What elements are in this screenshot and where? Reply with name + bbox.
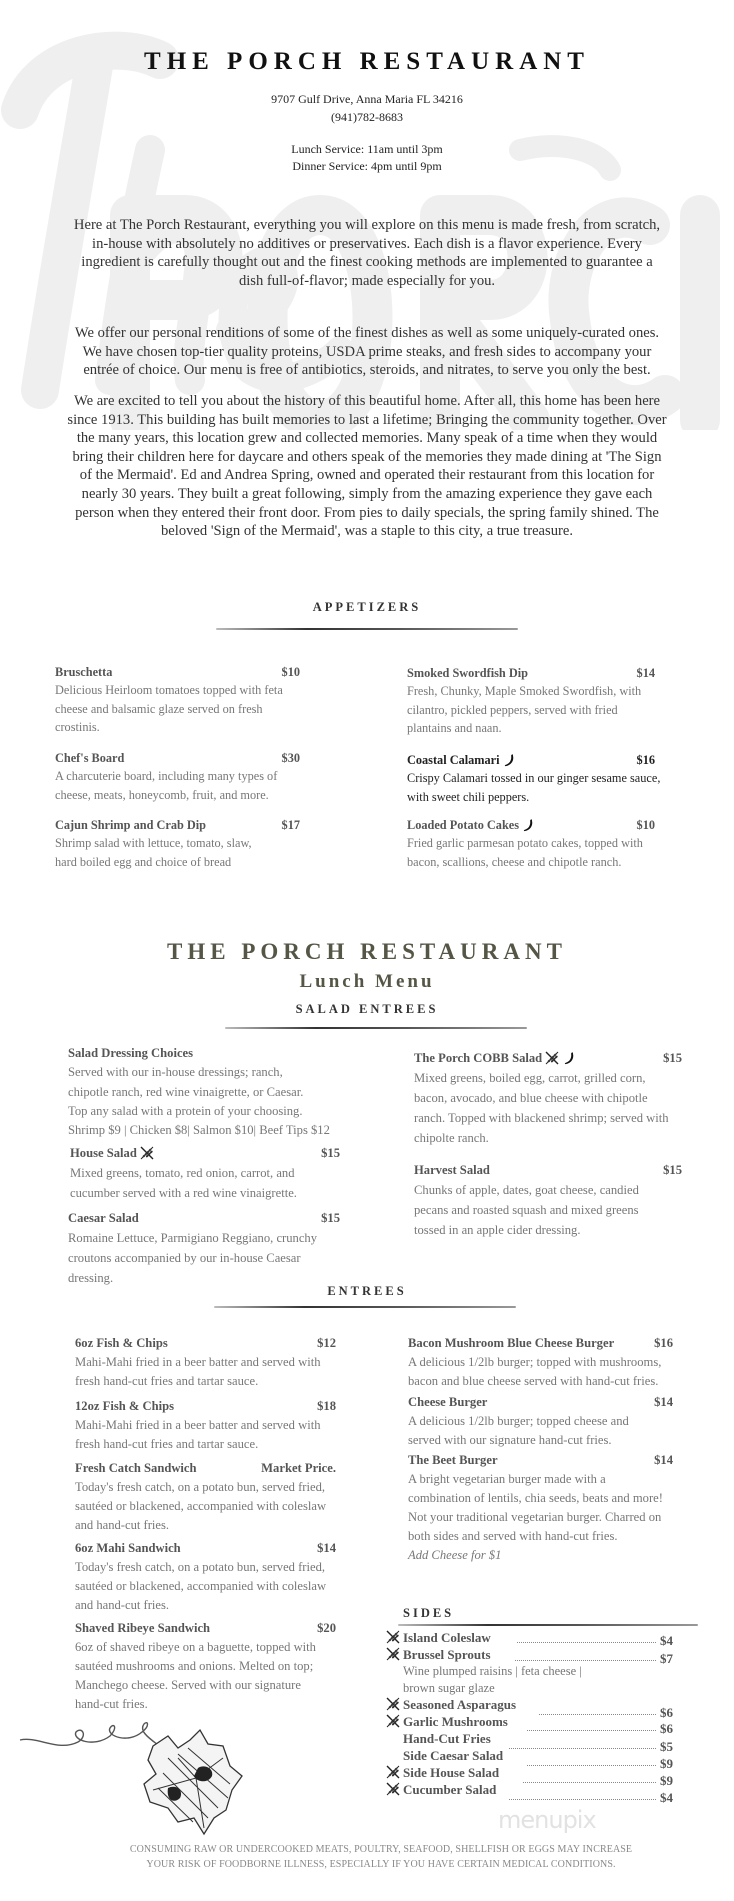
item-description: cheese and balsamic glaze served on fresh [55, 701, 263, 716]
item-price: $15 [663, 1051, 682, 1065]
item-description: hard boiled egg and choice of bread [55, 854, 232, 869]
menu-item [70, 1143, 340, 1203]
side-item-name: Cucumber Salad [403, 1781, 497, 1797]
salad-entrees-heading: SALAD ENTREES [295, 1002, 439, 1016]
chili-pepper-icon [521, 817, 537, 833]
item-price: $30 [281, 751, 300, 765]
item-name-wrap [68, 1208, 139, 1228]
gluten-free-icon [385, 1629, 401, 1645]
item-header [68, 1044, 340, 1063]
intro-line: person when they entered their front door. From pies to daily specials, the spring family shined. The [75, 504, 659, 521]
intro-line: entrée of choice. Our menu is free of antibiotics, steroids, and nitrates, to serve you only the best. [83, 362, 651, 379]
item-name: Salad Dressing Choices [68, 1046, 194, 1060]
intro-line: beloved 'Sign of the Mermaid', was a staple to this city, a true treasure. [160, 523, 573, 540]
item-price: $14 [636, 666, 655, 680]
item-header [407, 816, 655, 834]
item-header [75, 1619, 336, 1638]
dotted-leader [539, 1714, 656, 1715]
gluten-free-icon [544, 1050, 560, 1066]
chili-pepper-icon [502, 752, 518, 768]
restaurant-title: THE PORCH RESTAURANT [144, 48, 590, 75]
side-item-name: Side Caesar Salad [403, 1747, 504, 1763]
menu-item [414, 1160, 682, 1240]
item-name-wrap [75, 1539, 181, 1558]
item-name-wrap [408, 1393, 487, 1412]
item-header [68, 1208, 340, 1228]
item-name: The Beet Burger [408, 1453, 498, 1467]
side-item-price: $9 [660, 1755, 673, 1771]
side-item-name: Island Coleslaw [403, 1629, 491, 1645]
menu-item [75, 1459, 336, 1535]
item-price: $14 [654, 1453, 673, 1467]
intro-line: of the Mermaid'. Ed and Andrea Spring, owned and operated their restaurant from this location for [79, 467, 655, 484]
intro-line: in-house with absolutely no additives or preservatives. Each dish is a flavor experience. Every [92, 235, 642, 252]
item-description: Mixed greens, tomato, red onion, carrot, and [70, 1166, 295, 1180]
item-name-wrap [55, 663, 112, 681]
dinner-hours: Dinner Service: 4pm until 9pm [292, 159, 442, 173]
intro-line: nearly 30 years. They built a great following, simply from the amazing experience they gave each [81, 485, 653, 502]
item-header [408, 1451, 673, 1470]
item-name-wrap [55, 816, 206, 834]
intro-line: dish full-of-flavor; made especially for you. [238, 272, 496, 289]
item-header [408, 1334, 673, 1353]
item-note: Add Cheese for $1 [408, 1548, 502, 1562]
menu-item [408, 1393, 673, 1450]
dotted-leader [527, 1765, 656, 1766]
item-description: tossed in an apple cider dressing. [414, 1223, 581, 1237]
item-description: Delicious Heirloom tomatoes topped with feta [55, 683, 283, 698]
phone: (941)782-8683 [331, 110, 403, 124]
dotted-leader [515, 1660, 656, 1661]
item-name-wrap [75, 1619, 210, 1638]
lunch-hours: Lunch Service: 11am until 3pm [291, 142, 443, 156]
item-price: $17 [281, 818, 300, 832]
item-header [408, 1393, 673, 1412]
item-price: $14 [317, 1541, 336, 1555]
item-name-wrap [407, 664, 528, 682]
menupix-watermark: menupix [498, 1806, 596, 1834]
item-price: $15 [321, 1211, 340, 1225]
item-description: bacon, avocado, and blue cheese with chipotle [414, 1091, 648, 1105]
dotted-leader [527, 1730, 656, 1731]
menu-item [55, 749, 300, 804]
item-price: $15 [321, 1146, 340, 1160]
item-description: cucumber served with a red wine vinaigrette. [70, 1186, 297, 1200]
item-description: 6oz of shaved ribeye on a baguette, topped with [75, 1640, 316, 1654]
item-description: Served with our in-house dressings; ranch, [68, 1065, 283, 1080]
item-description: fresh hand-cut fries and tartar sauce. [75, 1374, 259, 1388]
gluten-free-icon [385, 1781, 401, 1797]
menu-item [408, 1451, 673, 1565]
item-name-wrap [407, 816, 537, 834]
item-name: Bacon Mushroom Blue Cheese Burger [408, 1336, 615, 1350]
item-name: 6oz Mahi Sandwich [75, 1541, 181, 1555]
menu-item [75, 1619, 336, 1714]
intro-line: the many years, this location grew and collected memories. Many speak of a time when they would [76, 430, 658, 447]
item-price: Market Price. [261, 1461, 336, 1475]
intro-line: We are excited to tell you about the history of this beautiful home. After all, this home has been here [73, 393, 661, 409]
menu-item [55, 816, 300, 871]
item-description: Crispy Calamari tossed in our ginger sesame sauce, [407, 771, 661, 786]
item-price: $14 [654, 1395, 673, 1409]
item-header [70, 1143, 340, 1163]
item-description: Not your traditional vegetarian burger. Charred on [408, 1510, 662, 1524]
appetizers-heading: APPETIZERS [312, 600, 422, 614]
menu-item [75, 1539, 336, 1615]
side-item-price: $5 [660, 1738, 673, 1754]
gluten-free-icon [385, 1646, 401, 1662]
item-header [55, 749, 300, 767]
item-price: $10 [281, 665, 300, 679]
gluten-free-icon [385, 1764, 401, 1780]
side-item-price: $6 [660, 1720, 673, 1736]
item-description: ranch. Topped with blackened shrimp; served with [414, 1111, 669, 1125]
side-item-price: $4 [660, 1632, 673, 1648]
item-description: pecans and roasted squash and mixed greens [414, 1203, 639, 1217]
menu-item [75, 1334, 336, 1391]
item-name-wrap [75, 1397, 174, 1416]
item-description: bacon, scallions, cheese and chipotle ranch. [407, 854, 622, 869]
intro-line: since 1913. This building has built memories to last a lifetime; Bringing the community together. Over [67, 411, 667, 428]
item-description: plantains and naan. [407, 720, 502, 735]
item-description: and hand-cut fries. [75, 1598, 170, 1612]
item-description: A charcuterie board, including many types of [55, 769, 278, 784]
menu-item [408, 1334, 673, 1391]
menu-item [55, 663, 300, 736]
item-description: Fresh, Chunky, Maple Smoked Swordfish, with [407, 684, 642, 699]
item-name: Bruschetta [55, 665, 113, 679]
item-header [407, 664, 655, 682]
item-header [75, 1459, 336, 1478]
entrees-heading: ENTREES [327, 1284, 407, 1298]
item-description: Today's fresh catch, on a potato bun, served fried, [75, 1480, 326, 1494]
item-description: served with our signature hand-cut fries. [408, 1433, 612, 1447]
item-description: Manchego cheese. Served with our signature [75, 1678, 301, 1692]
item-description: fresh hand-cut fries and tartar sauce. [75, 1437, 259, 1451]
side-item-price: $4 [660, 1789, 673, 1805]
intro-line: ingredient is carefully thought out and the finest cooking methods are implemented to guarantee a [81, 254, 653, 271]
item-description: and hand-cut fries. [75, 1518, 170, 1532]
dotted-leader [509, 1748, 656, 1749]
item-name: Shaved Ribeye Sandwich [75, 1621, 211, 1635]
side-item-name: Brussel Sprouts [403, 1646, 491, 1662]
item-name-wrap [55, 749, 124, 767]
address: 9707 Gulf Drive, Anna Maria FL 34216 [271, 92, 463, 106]
item-description: Mixed greens, boiled egg, carrot, grilled corn, [414, 1071, 646, 1085]
side-item-price: $9 [660, 1772, 673, 1788]
item-description: cheese, meats, honeycomb, fruit, and more. [55, 787, 269, 802]
item-description: A delicious 1/2lb burger; topped with mushrooms, [408, 1355, 662, 1369]
intro-paragraph [20, 392, 714, 541]
divider [225, 1027, 527, 1029]
item-name: 12oz Fish & Chips [75, 1399, 175, 1413]
item-description: combination of lentils, chia seeds, beats and more! [408, 1491, 663, 1505]
item-price: $16 [654, 1336, 673, 1350]
lunch-menu-subtitle: Lunch Menu [299, 971, 435, 992]
dotted-leader [523, 1782, 656, 1783]
item-description: A bright vegetarian burger made with a [408, 1472, 606, 1486]
item-name: Smoked Swordfish Dip [407, 666, 528, 680]
item-description: croutons accompanied by our in-house Caesar [68, 1251, 301, 1265]
lunch-menu-title: THE PORCH RESTAURANT [167, 939, 567, 964]
item-description: both sides and served with hand-cut fries. [408, 1529, 618, 1543]
side-item-description: brown sugar glaze [403, 1680, 495, 1695]
item-header [407, 751, 655, 769]
side-item-name: Hand-Cut Fries [403, 1730, 491, 1746]
item-name-wrap [414, 1048, 578, 1068]
item-description: Fried garlic parmesan potato cakes, topped with [407, 836, 643, 851]
disclaimer-line-1: CONSUMING RAW OR UNDERCOOKED MEATS, POULTRY, SEAFOOD, SHELLFISH OR EGGS MAY INCREASE [129, 1844, 633, 1855]
item-description: A delicious 1/2lb burger; topped cheese and [408, 1414, 629, 1428]
menu-item [407, 751, 661, 806]
sides-heading: SIDES [403, 1606, 455, 1620]
item-description: cilantro, pickled peppers, served with fried [407, 702, 618, 717]
item-name: Chef's Board [55, 751, 125, 765]
item-description: chipolte ranch. [414, 1131, 489, 1145]
item-name-wrap [407, 751, 518, 769]
item-header [414, 1048, 682, 1068]
item-description: Today's fresh catch, on a potato bun, served fried, [75, 1560, 326, 1574]
item-description: Top any salad with a protein of your choosing. [68, 1103, 303, 1118]
intro-paragraph [20, 216, 714, 290]
dotted-leader [509, 1799, 656, 1800]
item-name: Caesar Salad [68, 1211, 139, 1225]
side-item-price: $7 [660, 1650, 673, 1666]
side-item-name: Garlic Mushrooms [403, 1713, 508, 1729]
chili-pepper-icon [562, 1050, 578, 1066]
menu-item [414, 1048, 682, 1148]
divider [214, 1306, 516, 1308]
menu-item [75, 1397, 336, 1454]
gluten-free-icon [385, 1713, 401, 1729]
menu-item [407, 664, 655, 737]
intro-line: We offer our personal renditions of some of the finest dishes as well as some uniquely-curated ones. [74, 325, 660, 341]
item-name: Cheese Burger [408, 1395, 488, 1409]
item-name-wrap [70, 1143, 155, 1163]
item-description: bacon and blue cheese served with hand-cut fries. [408, 1374, 659, 1388]
item-name: Fresh Catch Sandwich [75, 1461, 197, 1475]
item-price: $16 [636, 753, 655, 767]
item-name: The Porch COBB Salad [414, 1051, 543, 1065]
item-name: Cajun Shrimp and Crab Dip [55, 818, 207, 832]
item-name: Harvest Salad [414, 1163, 490, 1177]
item-price: $10 [636, 818, 655, 832]
item-name: Loaded Potato Cakes [407, 818, 520, 832]
item-header [75, 1334, 336, 1353]
item-header [75, 1397, 336, 1416]
menu-item [68, 1044, 340, 1140]
item-name: Coastal Calamari [407, 753, 500, 767]
item-price: $12 [317, 1336, 336, 1350]
item-description: Mahi-Mahi fried in a beer batter and served with [75, 1418, 321, 1432]
item-name: House Salad [70, 1146, 137, 1160]
item-name-wrap [408, 1451, 498, 1470]
menu-item [407, 816, 655, 871]
intro-line: We have chosen top-tier quality proteins, USDA prime steaks, and fresh sides to accompany your [82, 343, 652, 360]
item-description: Shrimp salad with lettuce, tomato, slaw, [55, 836, 252, 851]
item-price: $18 [317, 1399, 336, 1413]
item-description: dressing. [68, 1271, 114, 1285]
item-description: with sweet chili peppers. [407, 789, 530, 804]
item-price: $15 [663, 1163, 682, 1177]
grape-leaf-illustration [18, 1718, 268, 1836]
item-header [55, 663, 300, 681]
item-name-wrap [408, 1334, 614, 1353]
item-description: chipotle ranch, red wine vinaigrette, or Caesar. [68, 1084, 304, 1099]
item-name-wrap [75, 1334, 168, 1353]
side-item-name: Side House Salad [403, 1764, 500, 1780]
item-name: 6oz Fish & Chips [75, 1336, 168, 1350]
disclaimer-line-2: YOUR RISK OF FOODBORNE ILLNESS, ESPECIALLY IF YOU HAVE CERTAIN MEDICAL CONDITIONS. [146, 1859, 616, 1870]
item-header [75, 1539, 336, 1558]
item-description: sautéed mushrooms and onions. Melted on top; [75, 1659, 314, 1673]
item-description: Chunks of apple, dates, goat cheese, candied [414, 1183, 639, 1197]
intro-line: bring their children here for daycare and others speak of the memories they made dining at 'The Sign [72, 448, 662, 465]
item-description: crostinis. [55, 719, 100, 734]
item-name-wrap [75, 1459, 197, 1478]
menu-item [68, 1208, 340, 1288]
intro-line: Here at The Porch Restaurant, everything you will explore on this menu is made fresh, from scratch, [73, 217, 661, 233]
item-name-wrap [68, 1044, 193, 1063]
item-header [55, 816, 300, 834]
side-item-name: Seasoned Asparagus [403, 1696, 517, 1712]
item-description: sautéed or blackened, accompanied with coleslaw [75, 1579, 327, 1593]
gluten-free-icon [139, 1145, 155, 1161]
item-header [414, 1160, 682, 1180]
gluten-free-icon [385, 1696, 401, 1712]
intro-paragraph [20, 324, 714, 380]
item-description: Mahi-Mahi fried in a beer batter and served with [75, 1355, 321, 1369]
item-description: sautéed or blackened, accompanied with coleslaw [75, 1499, 327, 1513]
divider [216, 628, 518, 630]
item-description: hand-cut fries. [75, 1697, 148, 1711]
side-item-price: $6 [660, 1704, 673, 1720]
side-item-description: Wine plumped raisins | feta cheese | [403, 1663, 582, 1678]
dotted-leader [517, 1642, 656, 1643]
item-price: $20 [317, 1621, 336, 1635]
item-description: Romaine Lettuce, Parmigiano Reggiano, crunchy [68, 1231, 318, 1245]
item-description: Shrimp $9 | Chicken $8| Salmon $10| Beef Tips $12 [68, 1123, 330, 1138]
item-name-wrap [414, 1160, 490, 1180]
divider [398, 1624, 698, 1626]
